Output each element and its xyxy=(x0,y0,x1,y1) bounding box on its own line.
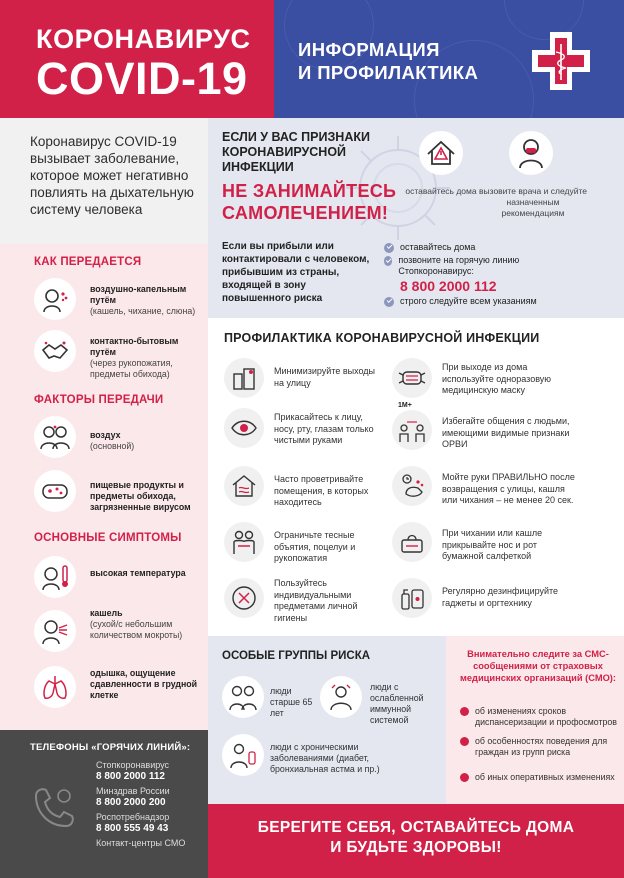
step-call-hotline: позвоните на горячую линию Стопкоронавирус: xyxy=(384,255,564,277)
tissue-icon xyxy=(392,522,432,562)
risk-chronic: люди с хроническими заболеваниями (диабет, бронхиальная астма и пр.) xyxy=(270,742,380,774)
arrived-text: Если вы прибыли или контактировали с человеком, прибывшим из страны, входящей в зону повышенного риска xyxy=(222,241,370,304)
cmo-heading: Внимательно следите за СМС-сообщениями от страховых медицинских организаций (СМО): xyxy=(460,649,616,683)
header-title-line1: КОРОНАВИРУС xyxy=(36,24,251,54)
prevention-right-3: Мойте руки ПРАВИЛЬНО после возвращения с улицы, кашля или чихания – не менее 20 сек. xyxy=(442,472,575,505)
cmo-contact-centers: Контакт-центры СМО xyxy=(96,838,186,848)
bullet-icon xyxy=(460,773,469,782)
hotline-minzdrav[interactable]: 8 800 2000 200 xyxy=(96,797,166,808)
symptoms-title: ОСНОВНЫЕ СИМПТОМЫ xyxy=(34,532,182,544)
risk-elderly: люди старше 65 лет xyxy=(270,686,313,718)
hotlines-title: ТЕЛЕФОНЫ «ГОРЯЧИХ ЛИНИЙ»: xyxy=(30,742,191,753)
elderly-icon xyxy=(222,676,264,718)
hotline-number: 8 800 2000 112 xyxy=(400,278,497,294)
transmission-item-contact: контактно-бытовым путём (через рукопожатия, предметы обихода) xyxy=(90,336,179,379)
weak-immunity-icon xyxy=(320,676,362,718)
prevention-right-2: Избегайте общения с людьми, имеющими видимые признаки ОРВИ xyxy=(442,416,570,449)
coughing-person-icon xyxy=(34,610,76,652)
self-treatment-warning: НЕ ЗАНИМАЙТЕСЬ САМОЛЕЧЕНИЕМ! xyxy=(222,181,397,223)
bullet-icon xyxy=(460,707,469,716)
symptom-item-fever: высокая температура xyxy=(90,568,186,578)
header-title-line2: COVID-19 xyxy=(36,53,248,104)
hotline-list: Стопкоронавирус 8 800 2000 112 Минздрав России 8 800 2000 200 Роспотребнадзор 8 800 555 49 43 Контакт-центры СМО xyxy=(96,760,206,849)
cmo-item-3: об иных оперативных изменениях xyxy=(460,772,618,783)
chronic-disease-icon xyxy=(222,734,264,776)
hug-icon xyxy=(224,522,264,562)
prevention-left-5: Пользуйтесь индивидуальными предметами личной гигиены xyxy=(274,578,358,623)
prevention-right-4: При чихании или кашле прикрывайте нос и рот бумажной салфеткой xyxy=(442,528,543,561)
prevention-left-1: Минимизируйте выходы на улицу xyxy=(274,366,376,388)
call-doctor-caption: вызовите врача и следуйте назначенным рекомендациям xyxy=(479,186,587,218)
header-subtitle-line2: И ПРОФИЛАКТИКА xyxy=(298,62,479,83)
lungs-icon xyxy=(34,666,76,708)
eye-icon xyxy=(224,408,264,448)
step-stay-home: оставайтесь дома xyxy=(384,242,475,253)
header-subtitle xyxy=(298,38,528,84)
symptom-item-dyspnea: одышка, ощущение сдавленности в грудной клетке xyxy=(90,668,198,700)
personal-items-icon xyxy=(224,578,264,618)
prevention-right-1: При выходе из дома используйте одноразовую медицинскую маску xyxy=(442,362,552,395)
medical-cross-icon xyxy=(530,30,592,92)
cmo-item-2: об особенностях поведения для граждан из групп риска xyxy=(460,736,618,758)
prevention-right-5: Регулярно дезинфицируйте гаджеты и оргтехнику xyxy=(442,586,559,608)
check-icon xyxy=(384,256,392,266)
intro-text: Коронавирус COVID-19 вызывает заболевание, которое может негативно повлиять на дыхательную систему человека xyxy=(30,134,194,217)
factor-item-objects: пищевые продукты и предметы обихода, загрязненные вирусом xyxy=(90,480,191,512)
handshake-icon xyxy=(34,330,76,372)
mask-icon xyxy=(392,358,432,398)
symptom-item-cough: кашель (сухой/с небольшим количеством мокроты) xyxy=(90,608,183,640)
signs-heading: ЕСЛИ У ВАС ПРИЗНАКИ КОРОНАВИРУСНОЙ ИНФЕКЦИИ xyxy=(222,130,370,174)
thermometer-icon xyxy=(34,556,76,598)
disinfect-icon xyxy=(392,578,432,618)
header-subtitle-line1: ИНФОРМАЦИЯ xyxy=(298,39,440,60)
cmo-item-1: об изменениях сроков диспансеризации и профосмотров xyxy=(460,706,618,728)
ventilation-icon xyxy=(224,466,264,506)
cough-icon xyxy=(34,278,76,320)
banner-line2: И БУДЬТЕ ЗДОРОВЫ! xyxy=(330,839,502,856)
prevention-title: ПРОФИЛАКТИКА КОРОНАВИРУСНОЙ ИНФЕКЦИИ xyxy=(224,331,540,345)
contaminated-items-icon xyxy=(34,470,76,512)
distance-label: 1М+ xyxy=(398,402,412,409)
risk-immune: люди с ослабленной иммунной системой xyxy=(370,682,424,725)
check-icon xyxy=(384,297,394,307)
transmission-title: КАК ПЕРЕДАЕТСЯ xyxy=(34,256,142,268)
check-icon xyxy=(384,243,394,253)
prevention-left-3: Часто проветривайте помещения, в которых находитесь xyxy=(274,474,369,507)
transmission-item-airborne: воздушно-капельным путём (кашель, чихание, слюна) xyxy=(90,284,196,316)
house-icon xyxy=(418,130,464,176)
hotline-stopcoronavirus[interactable]: 8 800 2000 112 xyxy=(96,771,165,782)
people-air-icon xyxy=(34,416,76,458)
factor-item-air: воздух (основной) xyxy=(90,430,135,451)
hotline-rospotrebnadzor[interactable]: 8 800 555 49 43 xyxy=(96,823,169,834)
prevention-left-4: Ограничьте тесные объятия, поцелуи и рукопожатия xyxy=(274,530,356,563)
phone-icon xyxy=(26,780,82,836)
step-follow-instructions: строго следуйте всем указаниям xyxy=(384,296,537,307)
buildings-icon xyxy=(224,358,264,398)
handwash-icon xyxy=(392,466,432,506)
factors-title: ФАКТОРЫ ПЕРЕДАЧИ xyxy=(34,394,164,406)
banner-text xyxy=(208,818,624,858)
stay-home-caption: оставайтесь дома xyxy=(405,186,477,196)
doctor-icon xyxy=(508,130,554,176)
risk-groups-title: ОСОБЫЕ ГРУППЫ РИСКА xyxy=(222,650,371,662)
distance-icon xyxy=(392,410,432,450)
bullet-icon xyxy=(460,737,469,746)
banner-line1: БЕРЕГИТЕ СЕБЯ, ОСТАВАЙТЕСЬ ДОМА xyxy=(257,819,575,836)
prevention-left-2: Прикасайтесь к лицу, носу, рту, глазам только чистыми руками xyxy=(274,412,374,445)
